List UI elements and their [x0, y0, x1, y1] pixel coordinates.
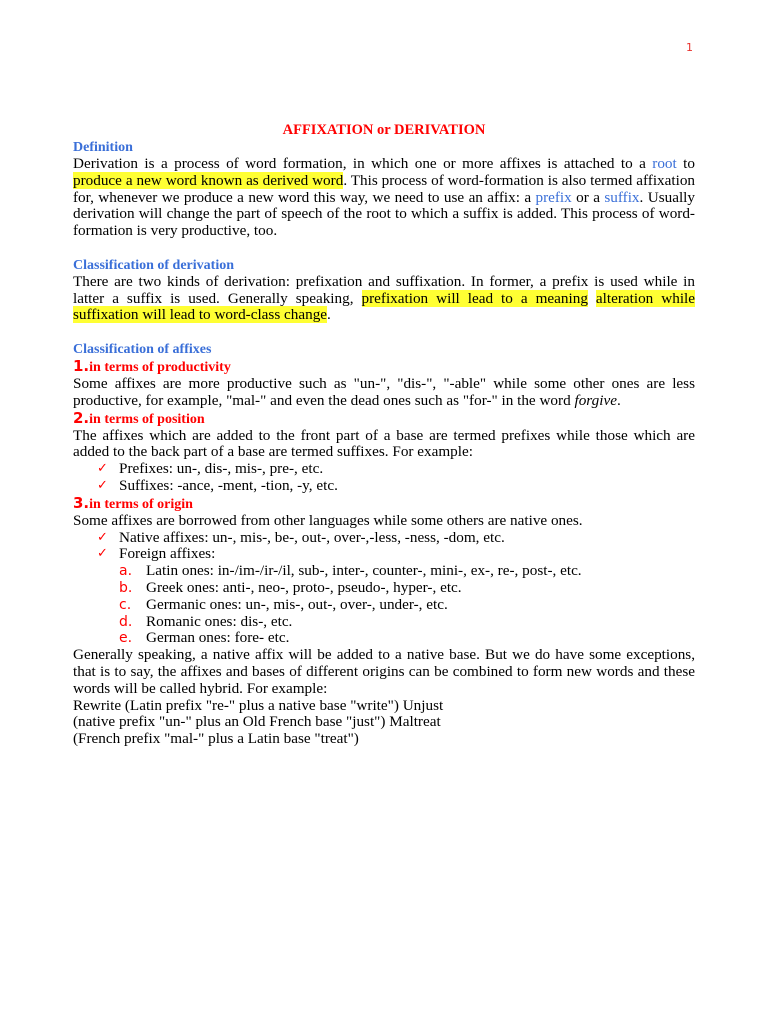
- section-title: in terms of productivity: [89, 359, 231, 375]
- list-item-text: Foreign affixes:: [119, 545, 216, 563]
- section-position-heading: [73, 410, 695, 428]
- list-item-text: Suffixes: -ance, -ment, -tion, -y, etc.: [119, 476, 338, 494]
- productivity-paragraph: [73, 376, 695, 410]
- sub-list-item: [73, 630, 695, 647]
- list-letter: a.: [119, 563, 133, 580]
- example-line: (French prefix "mal-" plus a Latin base "treat"): [73, 730, 359, 748]
- list-item: [73, 530, 695, 547]
- highlighted-text: produce a new word known as derived word: [73, 171, 344, 189]
- classification-derivation-heading: Classification of derivation: [73, 257, 234, 273]
- definition-paragraph: [73, 156, 695, 240]
- origin-paragraph: Some affixes are borrowed from other languages while some others are native ones.: [73, 511, 583, 529]
- section-productivity-heading: [73, 358, 695, 376]
- checkmark-icon: ✓: [97, 546, 108, 562]
- section-number: 1.: [73, 356, 90, 375]
- sub-list-item-text: German ones: fore- etc.: [146, 629, 290, 647]
- sub-list-item: [73, 597, 695, 614]
- definition-text: or a: [571, 188, 605, 206]
- sub-list-item-text: Greek ones: anti-, neo-, proto-, pseudo-, hyper-, etc.: [146, 578, 462, 596]
- sub-list-item: [73, 580, 695, 597]
- list-letter: c.: [119, 596, 132, 613]
- checkmark-icon: ✓: [97, 529, 108, 545]
- hybrid-paragraph: Generally speaking, a native affix will be added to a native base. But we do have some exceptions, that is to say, the affixes and bases of different origins can be combined to form new words and these words will be called hybrid. For example:: [73, 646, 695, 697]
- checkmark-icon: ✓: [97, 477, 108, 493]
- derivation-text: There are two kinds of derivation: prefixation and suffixation. In former, a prefix is used while in latter a suffix is used. Generally speaking,: [73, 272, 695, 307]
- list-item: [73, 546, 695, 563]
- sub-list-item: [73, 614, 695, 631]
- list-item-text: Prefixes: un-, dis-, mis-, pre-, etc.: [119, 460, 324, 478]
- productivity-text: Some affixes are more productive such as "un-", "dis-", "-able" while some other ones are less productive, for example, "mal-" and even the dead ones such as "for-" in the word: [73, 374, 695, 409]
- classification-affixes-heading: Classification of affixes: [73, 341, 212, 357]
- example-line: Rewrite (Latin prefix "re-" plus a native base "write") Unjust: [73, 696, 444, 714]
- page-number: 1: [686, 41, 693, 54]
- productivity-text: .: [616, 391, 621, 409]
- document-body: [73, 121, 695, 748]
- checkmark-icon: ✓: [97, 461, 108, 477]
- suffix-link[interactable]: suffix: [604, 188, 640, 206]
- section-number: 3.: [73, 493, 90, 512]
- example-line: (native prefix "un-" plus an Old French base "just") Maltreat: [73, 713, 441, 731]
- derivation-text: [588, 290, 596, 307]
- section-title: in terms of origin: [89, 496, 193, 512]
- position-paragraph: The affixes which are added to the front part of a base are termed prefixes while those which are added to the back part of a base are termed suffixes. For example:: [73, 426, 695, 461]
- italic-word: forgive: [574, 391, 617, 409]
- section-title: in terms of position: [89, 411, 205, 427]
- list-item-text: Native affixes: un-, mis-, be-, out-, over-,-less, -ness, -dom, etc.: [119, 528, 505, 546]
- derivation-text: .: [327, 306, 331, 324]
- section-origin-heading: [73, 495, 695, 513]
- definition-heading: Definition: [73, 140, 133, 155]
- sub-list-item-text: Germanic ones: un-, mis-, out-, over-, under-, etc.: [146, 595, 448, 613]
- list-letter: e.: [119, 630, 133, 647]
- definition-text: . This process of word-formation is also termed affixation for, whenever we produce a new word this way, we need to use an affix: a: [73, 171, 696, 206]
- section-number: 2.: [73, 408, 90, 427]
- sub-list-item-text: Latin ones: in-/im-/ir-/il, sub-, inter-, counter-, mini-, ex-, re-, post-, etc.: [146, 562, 582, 580]
- sub-list-item: [73, 563, 695, 580]
- list-letter: d.: [119, 613, 133, 630]
- classification-derivation-paragraph: [73, 274, 695, 324]
- definition-text: . Usually derivation will change the part of speech of the root to which a suffix is added. This process of word-formation is very productive, too.: [73, 188, 695, 240]
- list-letter: b.: [119, 579, 133, 596]
- definition-text: Derivation is a process of word formation, in which one or more affixes is attached to a: [73, 155, 653, 172]
- list-item: [73, 461, 695, 478]
- document-title: AFFIXATION or DERIVATION: [282, 122, 486, 138]
- prefix-link[interactable]: prefix: [535, 188, 572, 206]
- list-item: [73, 478, 695, 495]
- highlighted-text: prefixation will lead to a meaning: [361, 289, 588, 307]
- sub-list-item-text: Romanic ones: dis-, etc.: [146, 612, 293, 630]
- definition-text: to: [676, 155, 695, 172]
- highlighted-text: alteration while suffixation will lead to word-class change: [73, 289, 696, 324]
- root-link[interactable]: root: [652, 155, 677, 172]
